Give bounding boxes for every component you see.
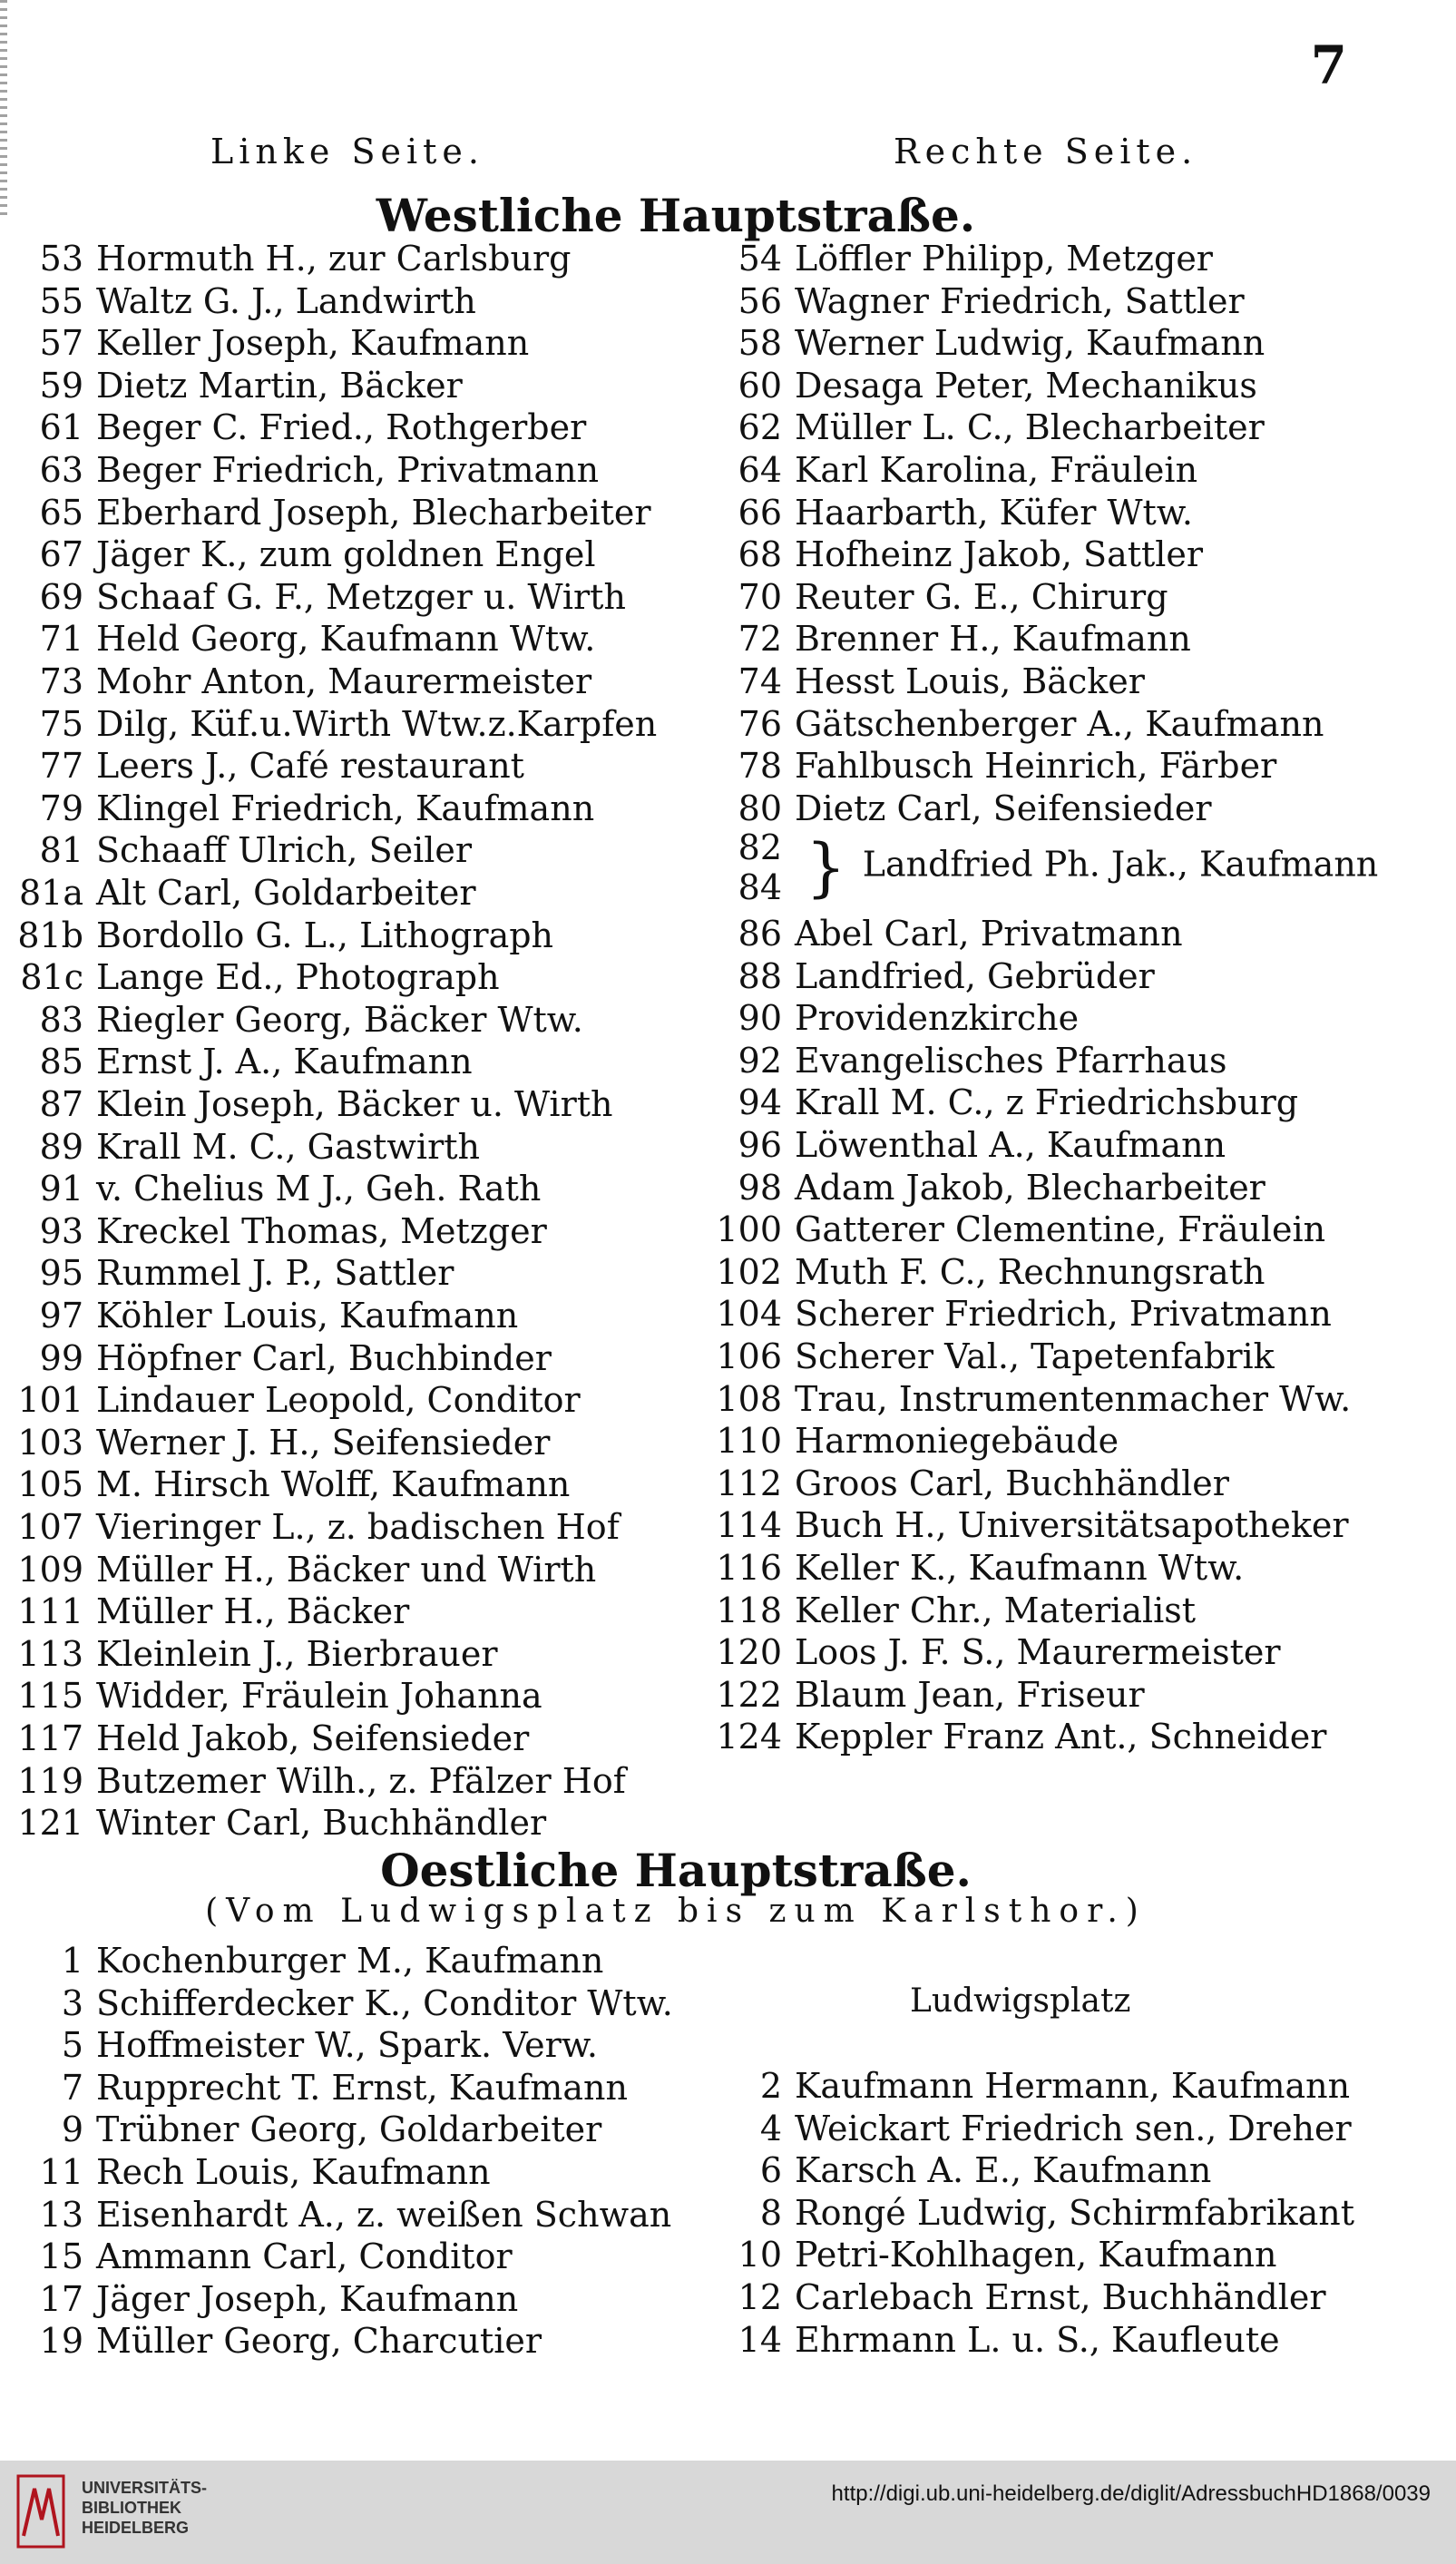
resident-entry: Jäger Joseph, Kaufmann [96,2278,519,2319]
resident-entry: Krall M. C., Gastwirth [96,1126,480,1167]
house-number: 92 [738,1040,782,1081]
directory-entry [699,2276,1326,2318]
directory-entry [699,1040,1227,1081]
directory-entry [0,576,626,618]
resident-entry: Weickart Friedrich sen., Dreher [795,2108,1352,2148]
resident-entry: Rongé Ludwig, Schirmfabrikant [795,2192,1354,2233]
house-number: 119 [17,1760,83,1801]
directory-entry [699,913,1183,954]
house-number: 95 [39,1253,83,1294]
house-number: 81a [18,873,83,913]
house-number: 103 [17,1422,83,1463]
resident-entry: v. Chelius M J., Geh. Rath [96,1169,542,1209]
house-number: 83 [39,999,83,1040]
directory-entry [699,1124,1226,1166]
directory-entry [699,1590,1196,1631]
house-number: 113 [17,1633,83,1674]
resident-entry: Desaga Peter, Mechanikus [795,365,1257,406]
directory-entry [0,322,529,364]
directory-entry [699,2108,1352,2149]
resident-entry: Rech Louis, Kaufmann [96,2152,491,2192]
directory-entry [0,1041,473,1082]
directory-entry [0,1506,620,1548]
house-number: 85 [39,1042,83,1082]
resident-entry: Dietz Carl, Seifensieder [795,788,1212,828]
house-number: 5 [61,2025,83,2066]
resident-entry: Müller L. C., Blecharbeiter [795,407,1265,448]
west-brace-entry [699,827,1378,907]
resident-entry: Karsch A. E., Kaufmann [795,2150,1212,2191]
directory-entry [699,365,1257,406]
directory-entry [0,618,595,660]
house-number: 11 [39,2152,83,2192]
resident-entry: Klein Joseph, Bäcker u. Wirth [96,1084,613,1124]
house-number: 108 [716,1378,782,1419]
resident-entry: Waltz G. J., Landwirth [96,280,476,321]
house-number: 19 [39,2321,83,2362]
house-number: 99 [39,1337,83,1378]
directory-entry [699,1081,1298,1123]
house-number: 55 [39,280,83,321]
house-number: 63 [39,450,83,490]
directory-entry [699,2192,1354,2234]
resident-entry: M. Hirsch Wolff, Kaufmann [96,1464,571,1505]
house-number: 69 [39,576,83,617]
house-number: 65 [39,492,83,533]
resident-entry: Landfried, Gebrüder [795,955,1155,996]
house-number: 17 [39,2278,83,2319]
resident-entry: Karl Karolina, Fräulein [795,450,1198,490]
brace-number-top: 82 [738,827,782,867]
house-number: 114 [716,1505,782,1546]
directory-entry [699,1209,1325,1250]
brace-numbers [699,827,782,907]
directory-entry [0,2278,518,2320]
resident-entry: Winter Carl, Buchhändler [96,1803,547,1844]
resident-entry: Kochenburger M., Kaufmann [96,1941,604,1981]
resident-entry: Reuter G. E., Chirurg [795,576,1168,617]
resident-entry: Werner Ludwig, Kaufmann [795,323,1265,364]
house-number: 59 [39,365,83,406]
directory-entry [699,788,1212,829]
resident-entry: Höpfner Carl, Buchbinder [96,1337,552,1378]
resident-entry: Hoffmeister W., Spark. Verw. [96,2025,598,2066]
resident-entry: Keller Chr., Materialist [795,1590,1197,1630]
directory-entry [0,2109,601,2150]
directory-entry [699,1378,1351,1420]
resident-entry: Leers J., Café restaurant [96,746,524,787]
house-number: 96 [738,1125,782,1165]
resident-entry: Beger Friedrich, Privatmann [96,450,600,490]
house-number: 100 [716,1209,782,1250]
resident-entry: Harmoniegebäude [795,1421,1119,1462]
house-number: 7 [61,2067,83,2108]
house-number: 62 [738,407,782,448]
resident-entry: Krall M. C., z Friedrichsburg [795,1082,1299,1123]
house-number: 107 [17,1507,83,1547]
directory-entry [699,1251,1265,1293]
resident-entry: Beger C. Fried., Rothgerber [96,407,587,448]
resident-entry: Trübner Georg, Goldarbeiter [96,2109,602,2150]
house-number: 124 [716,1717,782,1757]
house-number: 56 [738,280,782,321]
resident-entry: Ammann Carl, Conditor [96,2236,513,2277]
house-number: 110 [716,1421,782,1462]
resident-entry: Widder, Fräulein Johanna [96,1676,542,1717]
resident-entry: Müller H., Bäcker und Wirth [96,1549,597,1590]
resident-entry: Rummel J. P., Sattler [96,1253,454,1294]
house-number: 98 [738,1167,782,1208]
directory-entry [699,1293,1332,1335]
directory-entry [0,533,596,575]
house-number: 91 [39,1169,83,1209]
directory-entry [0,1802,546,1844]
house-number: 89 [39,1126,83,1167]
directory-entry [699,618,1191,660]
resident-entry: Werner J. H., Seifensieder [96,1422,551,1463]
left-side-heading: Linke Seite. [210,132,484,171]
directory-entry [699,997,1079,1039]
house-number: 118 [716,1590,782,1630]
brace-text [806,830,1379,905]
directory-entry [0,1717,529,1759]
resident-entry: Köhler Louis, Kaufmann [96,1296,519,1336]
section-title-west: Westliche Hauptstraße. [376,189,976,242]
directory-entry [699,1547,1244,1589]
directory-entry [0,1675,542,1717]
resident-entry: Keller Joseph, Kaufmann [96,323,530,364]
resident-entry: Kleinlein J., Bierbrauer [96,1633,498,1674]
resident-entry: Held Jakob, Seifensieder [96,1718,530,1758]
logo-line-2: BIBLIOTHEK [82,2499,181,2517]
resident-entry: Löwenthal A., Kaufmann [795,1125,1226,1165]
directory-entry [699,533,1203,575]
directory-entry [0,1760,626,1802]
directory-entry [699,406,1265,448]
logo-line-1: UNIVERSITÄTS- [82,2479,208,2497]
directory-entry [0,449,599,491]
directory-entry [0,280,476,322]
house-number: 112 [716,1463,782,1503]
column-headers [0,132,1456,186]
directory-entry [699,703,1324,745]
resident-entry: Evangelisches Pfarrhaus [795,1040,1227,1081]
house-number: 60 [738,365,782,406]
house-number: 94 [738,1082,782,1123]
directory-entry [0,1940,603,1982]
house-number: 97 [39,1296,83,1336]
house-number: 90 [738,998,782,1039]
house-number: 54 [738,239,782,279]
resident-entry: Vieringer L., z. badischen Hof [96,1507,620,1547]
resident-entry: Klingel Friedrich, Kaufmann [96,788,595,828]
house-number: 53 [39,239,83,279]
directory-entry [0,2194,671,2236]
resident-entry: Schaaf G. F., Metzger u. Wirth [96,576,626,617]
directory-entry [0,1590,409,1632]
page-number: 7 [1310,34,1347,96]
directory-entry [699,1674,1145,1716]
house-number: 9 [61,2109,83,2150]
directory-entry [0,788,594,829]
right-side-heading: Rechte Seite. [894,132,1198,171]
directory-entry [0,2067,628,2109]
directory-entry [699,2149,1211,2191]
house-number: 10 [738,2235,782,2275]
house-number: 77 [39,746,83,787]
directory-entry [0,661,591,702]
directory-entry [0,1633,498,1675]
directory-entry [699,1716,1326,1757]
directory-entry [699,1631,1281,1673]
house-number: 57 [39,323,83,364]
resident-entry: Providenzkirche [795,998,1080,1039]
house-number: 71 [39,619,83,660]
resident-entry: Gätschenberger A., Kaufmann [795,703,1324,744]
house-number: 116 [716,1548,782,1588]
resident-entry: Buch H., Universitätsapotheker [795,1505,1349,1546]
resident-entry: Eisenhardt A., z. weißen Schwan [96,2194,672,2235]
house-number: 58 [738,323,782,364]
directory-entry [699,1463,1229,1504]
directory-entry [0,1982,673,2024]
resident-entry: Keller K., Kaufmann Wtw. [795,1548,1245,1588]
directory-entry [0,1549,596,1590]
resident-entry: Muth F. C., Rechnungsrath [795,1251,1265,1292]
resident-entry: Abel Carl, Privatmann [795,914,1183,954]
brace-entry-text: Landfried Ph. Jak., Kaufmann [862,844,1379,885]
resident-entry: Kaufmann Hermann, Kaufmann [795,2066,1351,2106]
logo-line-3: HEIDELBERG [82,2519,190,2537]
house-number: 86 [738,914,782,954]
resident-entry: Adam Jakob, Blecharbeiter [795,1167,1265,1208]
house-number: 117 [17,1718,83,1758]
directory-entry [699,576,1168,618]
plaza-label: Ludwigsplatz [910,1982,1131,2020]
directory-entry [699,492,1193,533]
resident-entry: Lindauer Leopold, Conditor [96,1380,581,1421]
house-number: 122 [716,1674,782,1715]
library-logo-text [82,2478,207,2538]
directory-entry [0,1210,547,1252]
directory-entry [699,449,1197,491]
house-number: 75 [39,703,83,744]
house-number: 78 [738,746,782,787]
resident-entry: Mohr Anton, Maurermeister [96,661,592,701]
directory-entry [0,872,476,914]
directory-entry [0,492,651,533]
house-number: 111 [17,1591,83,1632]
directory-entry [0,2151,491,2193]
house-number: 8 [759,2192,782,2233]
resident-entry: Petri-Kohlhagen, Kaufmann [795,2235,1277,2275]
resident-entry: Rupprecht T. Ernst, Kaufmann [96,2067,628,2108]
house-number: 109 [17,1549,83,1590]
resident-entry: Blaum Jean, Friseur [795,1674,1145,1715]
house-number: 104 [716,1294,782,1335]
house-number: 12 [738,2277,782,2317]
house-number: 93 [39,1210,83,1251]
directory-entry [699,745,1276,787]
resident-entry: Bordollo G. L., Lithograph [96,915,554,955]
resident-entry: Müller H., Bäcker [96,1591,410,1632]
resident-entry: Wagner Friedrich, Sattler [795,280,1245,321]
resident-entry: Lange Ed., Photograph [96,957,500,998]
directory-entry [0,1379,581,1421]
section-subtitle-east: (Vom Ludwigsplatz bis zum Karlsthor.) [205,1893,1147,1930]
directory-entry [0,1295,518,1336]
directory-entry [699,280,1245,322]
resident-entry: Groos Carl, Buchhändler [795,1463,1229,1503]
source-url-link[interactable]: http://digi.ub.uni-heidelberg.de/diglit/AdressbuchHD1868/0039 [831,2481,1431,2506]
directory-entry [699,2234,1276,2275]
resident-entry: Jäger K., zum goldnen Engel [96,534,596,575]
resident-entry: Kreckel Thomas, Metzger [96,1210,547,1251]
resident-entry: Scherer Val., Tapetenfabrik [795,1336,1275,1376]
section-title-east: Oestliche Hauptstraße. [380,1844,972,1897]
resident-entry: Schaaff Ulrich, Seiler [96,830,473,871]
house-number: 4 [759,2108,782,2148]
house-number: 87 [39,1084,83,1124]
resident-entry: Eberhard Joseph, Blecharbeiter [96,492,651,533]
directory-entry [699,1336,1275,1377]
house-number: 73 [39,661,83,701]
house-number: 14 [738,2319,782,2360]
directory-entry [0,829,472,871]
footer-bar [0,2461,1456,2564]
house-number: 3 [61,1982,83,2023]
house-number: 106 [716,1336,782,1376]
resident-entry: Schifferdecker K., Conditor Wtw. [96,1982,673,2023]
resident-entry: Keppler Franz Ant., Schneider [795,1717,1327,1757]
house-number: 61 [39,407,83,448]
resident-entry: Müller Georg, Charcutier [96,2321,542,2362]
house-number: 15 [39,2236,83,2277]
directory-entry [0,2236,513,2277]
directory-entry [699,238,1213,279]
directory-entry [699,2319,1280,2361]
directory-entry [699,1504,1349,1546]
house-number: 67 [39,534,83,575]
directory-entry [699,661,1145,702]
library-logo-icon [16,2472,65,2550]
directory-entry [0,2320,542,2362]
house-number: 121 [17,1803,83,1844]
directory-entry [0,999,583,1041]
house-number: 88 [738,955,782,996]
resident-entry: Ernst J. A., Kaufmann [96,1042,473,1082]
directory-entry [0,1126,480,1168]
house-number: 66 [738,492,782,533]
house-number: 81c [20,957,83,998]
resident-entry: Butzemer Wilh., z. Pfälzer Hof [96,1760,626,1801]
house-number: 1 [61,1941,83,1981]
house-number: 79 [39,788,83,828]
resident-entry: Held Georg, Kaufmann Wtw. [96,619,596,660]
directory-entry [0,365,463,406]
house-number: 115 [17,1676,83,1717]
brace-symbol: } [806,830,846,905]
house-number: 13 [39,2194,83,2235]
directory-entry [0,1422,550,1463]
directory-entry [0,1168,541,1209]
directory-entry [699,2065,1350,2107]
house-number: 80 [738,788,782,828]
house-number: 64 [738,450,782,490]
directory-entry [0,745,524,787]
directory-entry [699,1420,1119,1462]
house-number: 120 [716,1632,782,1673]
house-number: 6 [759,2150,782,2191]
resident-entry: Hofheinz Jakob, Sattler [795,534,1204,575]
directory-entry [0,915,553,956]
resident-entry: Brenner H., Kaufmann [795,619,1191,660]
resident-entry: Alt Carl, Goldarbeiter [96,873,476,913]
house-number: 76 [738,703,782,744]
resident-entry: Löffler Philipp, Metzger [795,239,1213,279]
directory-entry [699,322,1265,364]
house-number: 72 [738,619,782,660]
resident-entry: Ehrmann L. u. S., Kaufleute [795,2319,1280,2360]
resident-entry: Gatterer Clementine, Fräulein [795,1209,1326,1250]
directory-entry [0,1463,570,1505]
directory-entry [0,1083,613,1125]
resident-entry: Dietz Martin, Bäcker [96,365,463,406]
resident-entry: Scherer Friedrich, Privatmann [795,1294,1332,1335]
resident-entry: Fahlbusch Heinrich, Färber [795,746,1277,787]
directory-entry [0,703,657,745]
house-number: 81 [39,830,83,871]
house-number: 102 [716,1251,782,1292]
resident-entry: Hormuth H., zur Carlsburg [96,239,572,279]
resident-entry: Haarbarth, Küfer Wtw. [795,492,1193,533]
resident-entry: Hesst Louis, Bäcker [795,661,1145,701]
house-number: 105 [17,1464,83,1505]
directory-entry [0,1337,552,1379]
house-number: 101 [17,1380,83,1421]
directory-entry [0,406,586,448]
house-number: 74 [738,661,782,701]
directory-entry [0,2024,598,2066]
directory-entry [0,1252,454,1294]
directory-entry [0,956,500,998]
house-number: 70 [738,576,782,617]
resident-entry: Loos J. F. S., Maurermeister [795,1632,1281,1673]
resident-entry: Riegler Georg, Bäcker Wtw. [96,999,583,1040]
directory-entry [699,1167,1265,1209]
resident-entry: Trau, Instrumentenmacher Ww. [795,1378,1352,1419]
resident-entry: Dilg, Küf.u.Wirth Wtw.z.Karpfen [96,703,658,744]
house-number: 81b [17,915,83,955]
resident-entry: Carlebach Ernst, Buchhändler [795,2277,1326,2317]
brace-number-bottom: 84 [738,867,782,907]
house-number: 68 [738,534,782,575]
directory-entry [0,238,571,279]
directory-entry [699,955,1155,997]
house-number: 2 [759,2066,782,2106]
